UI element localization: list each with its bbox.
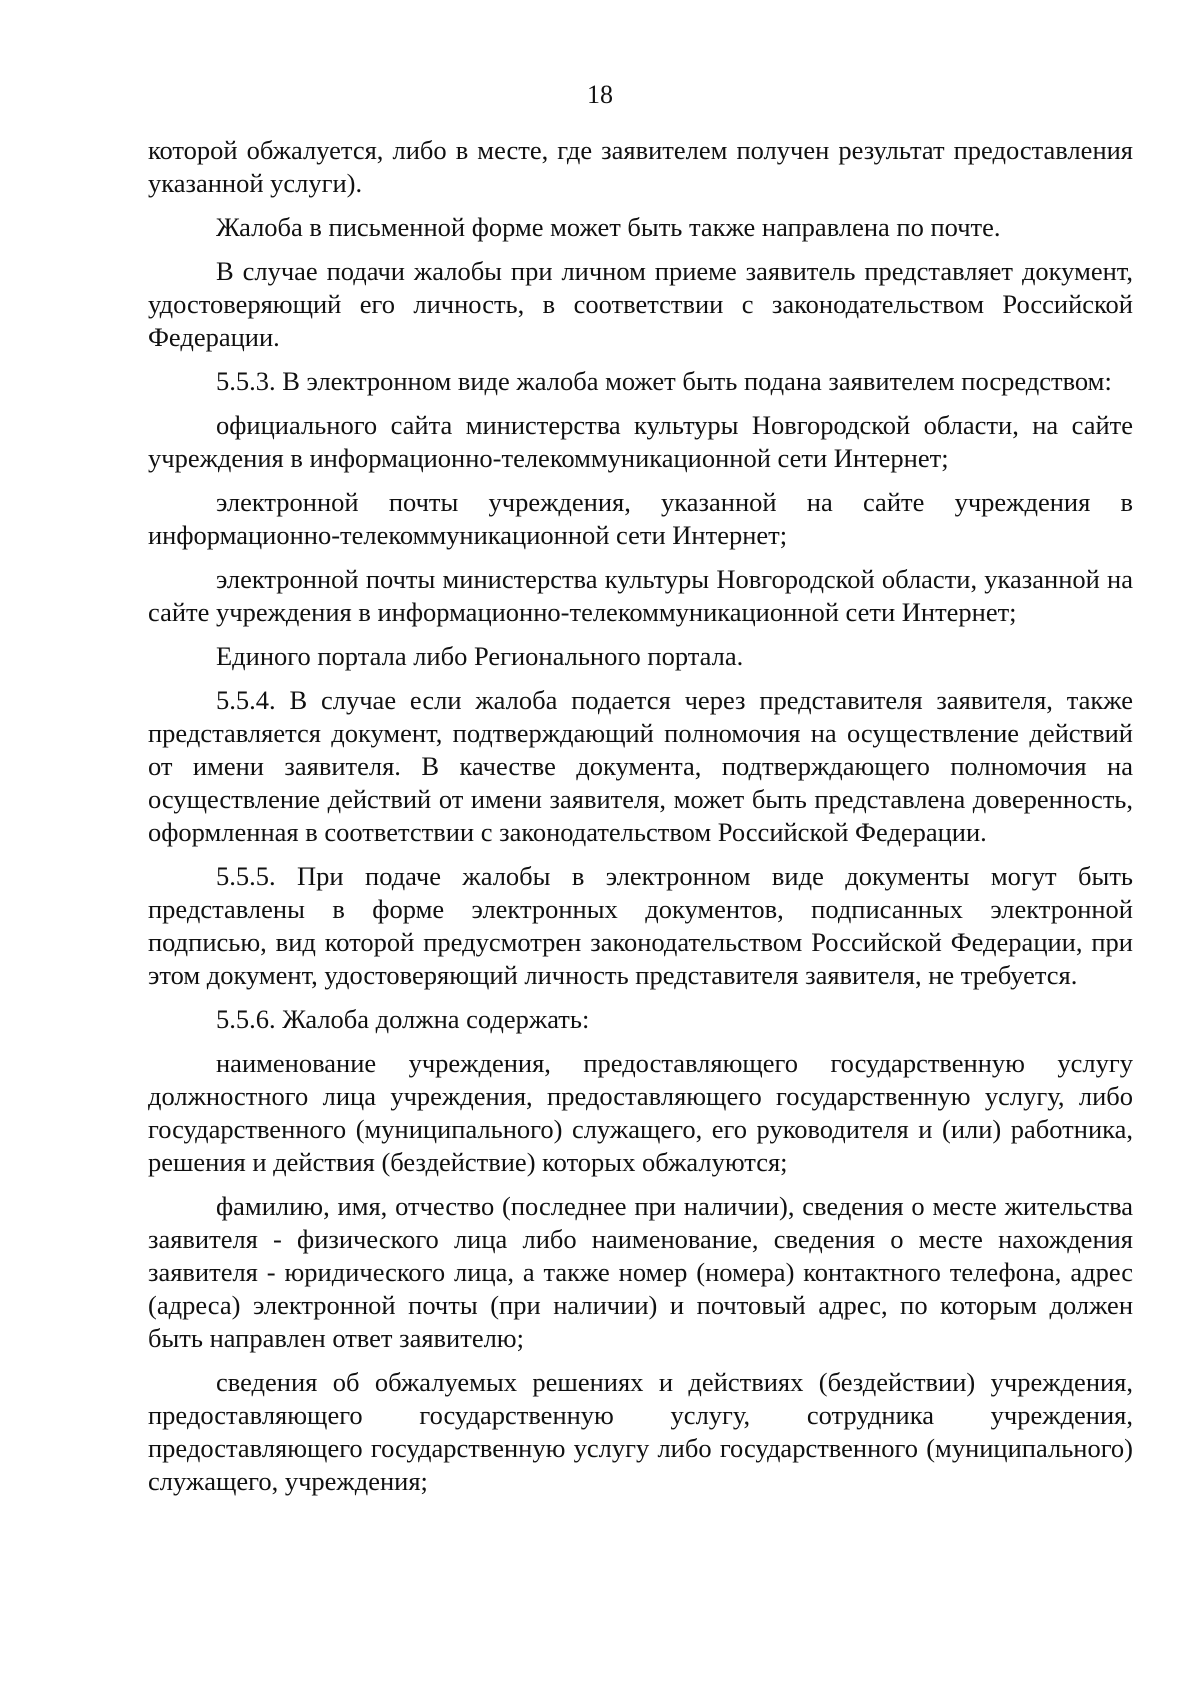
list-item-applicant-details: фамилию, имя, отчество (последнее при наличии), сведения о месте жительства заявителя - физического лица либо наименование, сведения о месте нахождения заявителя - юридического лица, а также номер (номера) контактного телефона, адрес (адреса) электронной почты (при наличии) и почтовый адрес, по которым должен быть направлен ответ заявителю; xyxy=(148,1191,1133,1353)
paragraph-5-5-4: 5.5.4. В случае если жалоба подается через представителя заявителя, также представляется документ, подтверждающий полномочия на осуществление действий от имени заявителя. В качестве документа, подтверждающего полномочия на осуществление действий от имени заявителя, может быть представлена доверенность, оформленная в соответствии с законодательством Российской Федерации. xyxy=(148,685,1133,847)
document-body xyxy=(148,134,1133,1498)
list-item-official-site: официального сайта министерства культуры Новгородской области, на сайте учреждения в информационно-телекоммуникационной сети Интернет; xyxy=(148,410,1133,473)
list-item-appealed-decisions: сведения об обжалуемых решениях и действиях (бездействии) учреждения, предоставляющего государственную услугу, сотрудника учреждения, предоставляющего государственную услугу либо государственного (муниципального) служащего, учреждения; xyxy=(148,1367,1133,1496)
list-item-institution-email: электронной почты учреждения, указанной на сайте учреждения в информационно-телекоммуникационной сети Интернет; xyxy=(148,487,1133,550)
paragraph-mail-submission: Жалоба в письменной форме может быть также направлена по почте. xyxy=(216,212,1001,242)
paragraph-5-5-3: 5.5.3. В электронном виде жалоба может быть подана заявителем посредством: xyxy=(216,366,1112,396)
paragraph-personal-reception: В случае подачи жалобы при личном приеме заявитель представляет документ, удостоверяющий его личность, в соответствии с законодательством Российской Федерации. xyxy=(148,256,1133,352)
paragraph-5-5-6: 5.5.6. Жалоба должна содержать: xyxy=(216,1004,590,1034)
paragraph-5-5-5: 5.5.5. При подаче жалобы в электронном виде документы могут быть представлены в форме электронных документов, подписанных электронной подписью, вид которой предусмотрен законодательством Российской Федерации, при этом документ, удостоверяющий личность представителя заявителя, не требуется. xyxy=(148,861,1133,990)
list-item-ministry-email: электронной почты министерства культуры Новгородской области, указанной на сайте учреждения в информационно-телекоммуникационной сети Интернет; xyxy=(148,564,1133,627)
list-item-portals: Единого портала либо Регионального портала. xyxy=(216,641,744,671)
paragraph-continuation: которой обжалуется, либо в месте, где заявителем получен результат предоставления указанной услуги). xyxy=(148,135,1133,198)
list-item-institution-name: наименование учреждения, предоставляющего государственную услугу должностного лица учреждения, предоставляющего государственную услугу, либо государственного (муниципального) служащего, его руководителя и (или) работника, решения и действия (бездействие) которых обжалуются; xyxy=(148,1048,1133,1177)
page-number: 18 xyxy=(587,80,613,109)
